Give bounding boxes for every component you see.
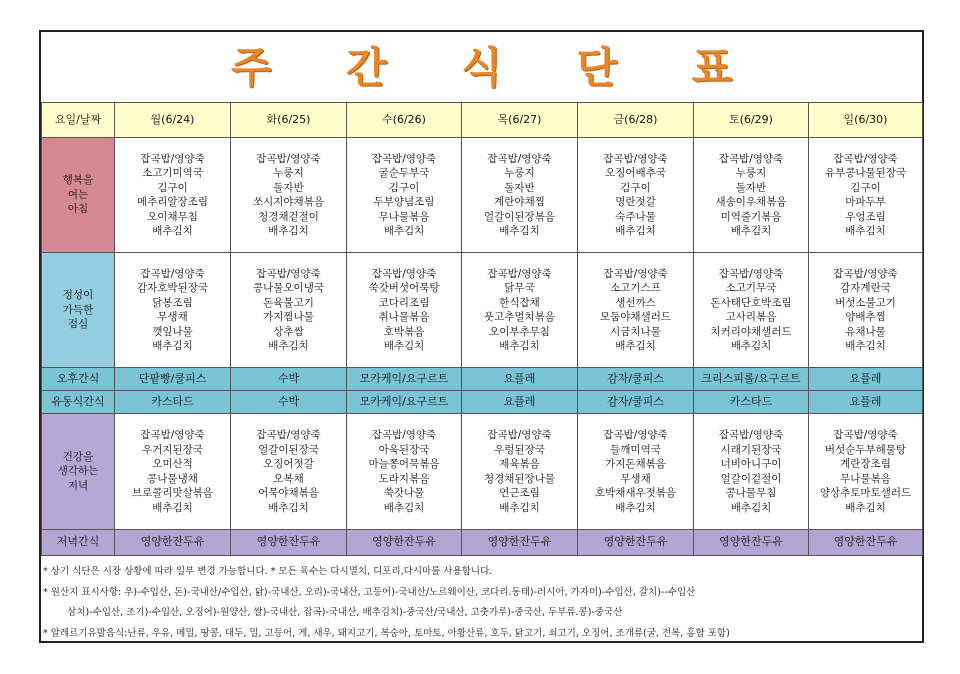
breakfast-menu-cell bbox=[809, 138, 923, 253]
lunch-menu-cell bbox=[347, 253, 462, 368]
afternoon-snack-cell: 크리스피롤/요구르트 bbox=[694, 368, 809, 391]
menu-item: 돈사태단호박조림 bbox=[710, 296, 792, 309]
menu-item: 배추김치 bbox=[845, 501, 886, 514]
dinner-label-line: 저녁 bbox=[67, 479, 89, 492]
menu-item: 돈육불고기 bbox=[263, 296, 314, 309]
menu-item: 무생채 bbox=[157, 311, 188, 323]
menu-item: 풋고추멸치볶음 bbox=[483, 311, 555, 323]
menu-item: 너비아니구이 bbox=[720, 458, 782, 470]
title-text: 주 간 식 단 표 bbox=[230, 43, 763, 92]
menu-item: 깻잎나물 bbox=[152, 325, 193, 338]
menu-item: 감자호박된장국 bbox=[136, 282, 208, 294]
menu-item: 쑥갓나물 bbox=[383, 487, 425, 499]
menu-item: 가지돈채볶음 bbox=[605, 458, 666, 470]
lunch-menu-cell bbox=[694, 253, 809, 368]
menu-item: 상추쌈 bbox=[273, 325, 304, 338]
menu-item: 김구이 bbox=[850, 181, 881, 194]
menu-item: 유채나물 bbox=[845, 325, 886, 338]
menu-item: 양배추찜 bbox=[845, 311, 886, 323]
menu-item: 잡곡밥/영양죽 bbox=[371, 429, 437, 441]
lunch-label-line: 가득한 bbox=[62, 303, 94, 316]
menu-item: 우엉조림 bbox=[845, 210, 886, 223]
liquid-snack-row bbox=[42, 391, 923, 414]
menu-item: 잡곡밥/영양죽 bbox=[371, 267, 437, 280]
dinner-label-line: 건강을 bbox=[62, 450, 94, 463]
menu-item: 쑥갓버섯어묵탕 bbox=[368, 282, 440, 294]
note-line: * 상기 식단은 시장 상황에 따라 일부 변경 가능합니다. * 모든 육수는 다시멸치, 디포리,다시마를 사용합니다. bbox=[43, 566, 493, 577]
menu-item: 잡곡밥/영양죽 bbox=[140, 152, 205, 165]
breakfast-label-line: 아침 bbox=[67, 203, 89, 216]
dinner-menu-cell bbox=[347, 414, 462, 530]
menu-item: 콩나물오이냉국 bbox=[252, 282, 324, 294]
menu-item: 콩나물냉채 bbox=[147, 472, 198, 485]
breakfast-label bbox=[42, 138, 115, 253]
menu-item: 잡곡밥/영양죽 bbox=[603, 429, 668, 441]
menu-item: 배추김치 bbox=[268, 340, 309, 352]
liquid-snack-cell: 카스타드 bbox=[115, 391, 231, 414]
note-line: * 알레르기유발음식:난류, 우유, 메밀, 땅콩, 대두, 밀, 고등어, 게, 새우, 돼지고기, 복숭아, 토마토, 아황산류, 호두, 닭고기, 쇠고기, 오징어, 조개류(굴, 전복, 홍합 포함) bbox=[43, 627, 730, 639]
afternoon-snack-row bbox=[42, 368, 923, 391]
menu-item: 배추김치 bbox=[615, 225, 656, 237]
dinner-label bbox=[42, 414, 115, 530]
menu-item: 계란장조림 bbox=[840, 458, 891, 470]
menu-item: 얼갈이된장국 bbox=[258, 443, 319, 456]
menu-item: 얼갈이겉절이 bbox=[720, 472, 782, 485]
note-line: * 원산지 표시사항: 우)-수입산, 돈)-국내산/수입산, 닭)-국내산, 오리)-국내산, 고등어)-국내산/노르웨이산, 코다리.동태)-러시아, 가자미)-수입산, 갈치)--수입산 bbox=[43, 586, 696, 598]
menu-item: 소고기스프 bbox=[610, 282, 661, 294]
menu-item: 양상추토마토샐러드 bbox=[819, 487, 912, 499]
menu-item: 호박채새우젓볶음 bbox=[594, 487, 677, 499]
breakfast-menu-cell bbox=[694, 138, 809, 253]
evening-snack-label: 저녁간식 bbox=[42, 530, 115, 556]
dinner-menu-cell bbox=[231, 414, 347, 530]
breakfast-label-line: 여는 bbox=[67, 188, 89, 201]
menu-item: 잡곡밥/영양죽 bbox=[833, 152, 898, 165]
menu-item: 취나물볶음 bbox=[378, 311, 430, 323]
menu-item: 얼갈이된장볶음 bbox=[483, 210, 555, 223]
menu-item: 배추김치 bbox=[845, 225, 886, 237]
menu-item: 배추김치 bbox=[268, 225, 309, 237]
menu-item: 모둠야채샐러드 bbox=[599, 311, 671, 323]
menu-item: 잡곡밥/영양죽 bbox=[256, 152, 321, 165]
menu-item: 잡곡밥/영양죽 bbox=[718, 429, 784, 441]
afternoon-snack-label: 오후간식 bbox=[42, 368, 115, 391]
menu-item: 우거지된장국 bbox=[142, 443, 203, 456]
menu-item: 잡곡밥/영양죽 bbox=[718, 267, 784, 280]
menu-item: 잡곡밥/영양죽 bbox=[603, 152, 668, 165]
dinner-menu-cell bbox=[462, 414, 578, 530]
evening-snack-cell: 영양한잔두유 bbox=[231, 530, 347, 556]
afternoon-snack-cell: 감자/쿨피스 bbox=[578, 368, 694, 391]
liquid-snack-cell: 요플레 bbox=[462, 391, 578, 414]
menu-item: 배추김치 bbox=[268, 501, 309, 514]
breakfast-menu-cell bbox=[578, 138, 694, 253]
menu-item: 잡곡밥/영양죽 bbox=[487, 267, 552, 280]
lunch-menu-cell bbox=[809, 253, 923, 368]
breakfast-menu-cell bbox=[462, 138, 578, 253]
menu-item: 배추김치 bbox=[383, 501, 425, 514]
notes bbox=[43, 562, 921, 644]
menu-item: 계란야채찜 bbox=[494, 196, 545, 208]
lunch-label-line: 점심 bbox=[67, 318, 89, 331]
afternoon-snack-cell: 요플레 bbox=[462, 368, 578, 391]
day-header: 토(6/29) bbox=[694, 103, 809, 138]
menu-item: 한식잡채 bbox=[499, 296, 540, 309]
menu-item: 두부양념조림 bbox=[373, 196, 435, 208]
menu-item: 돌자반 bbox=[504, 181, 535, 194]
menu-item: 김구이 bbox=[157, 181, 188, 194]
menu-item: 잡곡밥/영양죽 bbox=[487, 429, 552, 441]
menu-item: 배추김치 bbox=[499, 340, 540, 352]
menu-item: 배추김치 bbox=[845, 340, 886, 352]
menu-sheet bbox=[39, 30, 924, 643]
menu-item: 잡곡밥/영양죽 bbox=[140, 267, 205, 280]
menu-item: 잡곡밥/영양죽 bbox=[603, 267, 668, 280]
liquid-snack-cell: 수박 bbox=[231, 391, 347, 414]
menu-item: 시금치나물 bbox=[610, 325, 661, 338]
menu-item: 배추김치 bbox=[615, 501, 656, 514]
menu-item: 어묵야채볶음 bbox=[258, 487, 319, 499]
menu-item: 잡곡밥/영양죽 bbox=[371, 152, 437, 165]
menu-item: 배추김치 bbox=[383, 340, 425, 352]
menu-item: 닭무국 bbox=[504, 282, 535, 294]
menu-item: 무나물볶음 bbox=[840, 472, 891, 485]
menu-item: 누룽지 bbox=[504, 167, 535, 179]
liquid-snack-label: 유동식간식 bbox=[42, 391, 115, 414]
evening-snack-cell: 영양한잔두유 bbox=[462, 530, 578, 556]
afternoon-snack-cell: 단팥빵/쿨피스 bbox=[115, 368, 231, 391]
evening-snack-cell: 영양한잔두유 bbox=[694, 530, 809, 556]
menu-item: 배추김치 bbox=[730, 501, 772, 514]
lunch-label bbox=[42, 253, 115, 368]
dinner-label-line: 생각하는 bbox=[57, 465, 99, 478]
menu-item: 도라지볶음 bbox=[378, 472, 430, 485]
menu-item: 무나물볶음 bbox=[378, 210, 430, 223]
menu-item: 감자계란국 bbox=[840, 282, 891, 294]
menu-item: 오징어젓갈 bbox=[263, 458, 314, 470]
menu-item: 마늘쫑어묵볶음 bbox=[368, 458, 440, 470]
header-label: 요일/날짜 bbox=[42, 103, 115, 138]
day-header: 일(6/30) bbox=[809, 103, 923, 138]
menu-item: 잡곡밥/영양죽 bbox=[487, 152, 552, 165]
menu-item: 고사리볶음 bbox=[725, 311, 777, 323]
menu-item: 닭봉조림 bbox=[152, 296, 193, 309]
lunch-menu-cell bbox=[115, 253, 231, 368]
afternoon-snack-cell: 요플레 bbox=[809, 368, 923, 391]
menu-item: 누룽지 bbox=[273, 167, 304, 179]
weekly-menu-table bbox=[41, 102, 923, 556]
menu-item: 연근조림 bbox=[499, 487, 540, 499]
menu-item: 소고기미역국 bbox=[142, 167, 203, 179]
menu-item: 미역줄기볶음 bbox=[720, 210, 782, 223]
breakfast-label-line: 행복을 bbox=[62, 174, 94, 187]
menu-item: 돌자반 bbox=[735, 181, 767, 194]
menu-item: 배추김치 bbox=[615, 340, 656, 352]
menu-item: 배추김치 bbox=[499, 225, 540, 237]
menu-item: 메추리알장조림 bbox=[136, 196, 208, 208]
afternoon-snack-cell: 모카케익/요구르트 bbox=[347, 368, 462, 391]
menu-item: 숙주나물 bbox=[615, 210, 656, 223]
menu-item: 잡곡밥/영양죽 bbox=[256, 267, 321, 280]
header-row bbox=[42, 103, 923, 138]
menu-item: 오미산적 bbox=[152, 458, 193, 470]
breakfast-menu-cell bbox=[231, 138, 347, 253]
menu-item: 아욱된장국 bbox=[378, 443, 430, 456]
menu-item: 잡곡밥/영양죽 bbox=[833, 429, 898, 441]
menu-item: 오복채 bbox=[273, 472, 304, 485]
menu-item: 버섯순두부해물탕 bbox=[824, 443, 907, 456]
menu-item: 치커리야채샐러드 bbox=[710, 325, 792, 338]
menu-item: 쏘시지야채볶음 bbox=[252, 196, 324, 208]
lunch-row bbox=[42, 253, 923, 368]
menu-item: 돌자반 bbox=[273, 181, 304, 194]
note-line: 삼치)-수입산, 조기)-수입산, 오징어)-원양산, 쌀)-국내산, 잡곡)-국내산, 배추김치)-중국산/국내산, 고춧가루)-중국산, 두부류.콩)-중국산 bbox=[43, 607, 623, 618]
lunch-label-line: 정성이 bbox=[62, 289, 94, 302]
day-header: 금(6/28) bbox=[578, 103, 694, 138]
menu-item: 잡곡밥/영양죽 bbox=[833, 267, 898, 280]
liquid-snack-cell: 요플레 bbox=[809, 391, 923, 414]
menu-item: 오이채무침 bbox=[147, 210, 198, 223]
menu-item: 호박볶음 bbox=[383, 325, 425, 338]
menu-item: 들깨미역국 bbox=[610, 443, 661, 456]
day-header: 월(6/24) bbox=[115, 103, 231, 138]
menu-item: 우렁된장국 bbox=[494, 443, 545, 456]
evening-snack-row bbox=[42, 530, 923, 556]
menu-item: 배추김치 bbox=[152, 340, 193, 352]
evening-snack-cell: 영양한잔두유 bbox=[115, 530, 231, 556]
page-title bbox=[41, 32, 922, 98]
menu-item: 청경채겉절이 bbox=[258, 210, 319, 223]
evening-snack-cell: 영양한잔두유 bbox=[578, 530, 694, 556]
lunch-menu-cell bbox=[578, 253, 694, 368]
menu-item: 시래기된장국 bbox=[720, 443, 782, 456]
menu-item: 무생채 bbox=[620, 472, 651, 485]
menu-item: 코다리조림 bbox=[378, 296, 430, 309]
menu-item: 배추김치 bbox=[730, 225, 772, 237]
menu-item: 배추김치 bbox=[152, 225, 193, 237]
dinner-menu-cell bbox=[809, 414, 923, 530]
menu-item: 배추김치 bbox=[383, 225, 425, 237]
day-header: 수(6/26) bbox=[347, 103, 462, 138]
menu-item: 오징어배추국 bbox=[605, 167, 666, 179]
lunch-menu-cell bbox=[462, 253, 578, 368]
menu-item: 잡곡밥/영양죽 bbox=[718, 152, 784, 165]
menu-item: 마파두부 bbox=[845, 196, 886, 208]
day-header: 화(6/25) bbox=[231, 103, 347, 138]
afternoon-snack-cell: 수박 bbox=[231, 368, 347, 391]
breakfast-menu-cell bbox=[347, 138, 462, 253]
dinner-menu-cell bbox=[115, 414, 231, 530]
menu-item: 김구이 bbox=[388, 181, 420, 194]
breakfast-menu-cell bbox=[115, 138, 231, 253]
liquid-snack-cell: 카스타드 bbox=[694, 391, 809, 414]
dinner-menu-cell bbox=[578, 414, 694, 530]
menu-item: 굴순두부국 bbox=[378, 167, 430, 179]
menu-item: 오이부추무침 bbox=[489, 325, 550, 338]
menu-item: 유부콩나물된장국 bbox=[824, 167, 907, 179]
liquid-snack-cell: 모카케익/요구르트 bbox=[347, 391, 462, 414]
evening-snack-cell: 영양한잔두유 bbox=[809, 530, 923, 556]
menu-item: 배추김치 bbox=[152, 501, 193, 514]
menu-item: 배추김치 bbox=[730, 340, 772, 352]
dinner-row bbox=[42, 414, 923, 530]
menu-item: 소고기무국 bbox=[725, 282, 777, 294]
lunch-menu-cell bbox=[231, 253, 347, 368]
menu-item: 가지찜나물 bbox=[263, 311, 314, 323]
menu-item: 김구이 bbox=[620, 181, 651, 194]
menu-item: 생선까스 bbox=[615, 296, 656, 309]
dinner-menu-cell bbox=[694, 414, 809, 530]
menu-item: 콩나물무침 bbox=[725, 487, 777, 499]
liquid-snack-cell: 감자/쿨피스 bbox=[578, 391, 694, 414]
day-header: 목(6/27) bbox=[462, 103, 578, 138]
menu-item: 잡곡밥/영양죽 bbox=[140, 429, 205, 441]
menu-item: 브로콜리맛살볶음 bbox=[131, 487, 214, 499]
menu-item: 청경채된장나물 bbox=[483, 472, 555, 485]
menu-item: 제육볶음 bbox=[499, 458, 540, 470]
menu-item: 잡곡밥/영양죽 bbox=[256, 429, 321, 441]
menu-item: 명란젓갈 bbox=[615, 196, 656, 208]
menu-item: 누룽지 bbox=[735, 167, 767, 179]
breakfast-row bbox=[42, 138, 923, 253]
evening-snack-cell: 영양한잔두유 bbox=[347, 530, 462, 556]
menu-item: 버섯소불고기 bbox=[835, 296, 896, 309]
menu-item: 새송이우채볶음 bbox=[715, 196, 787, 208]
menu-item: 배추김치 bbox=[499, 501, 540, 514]
